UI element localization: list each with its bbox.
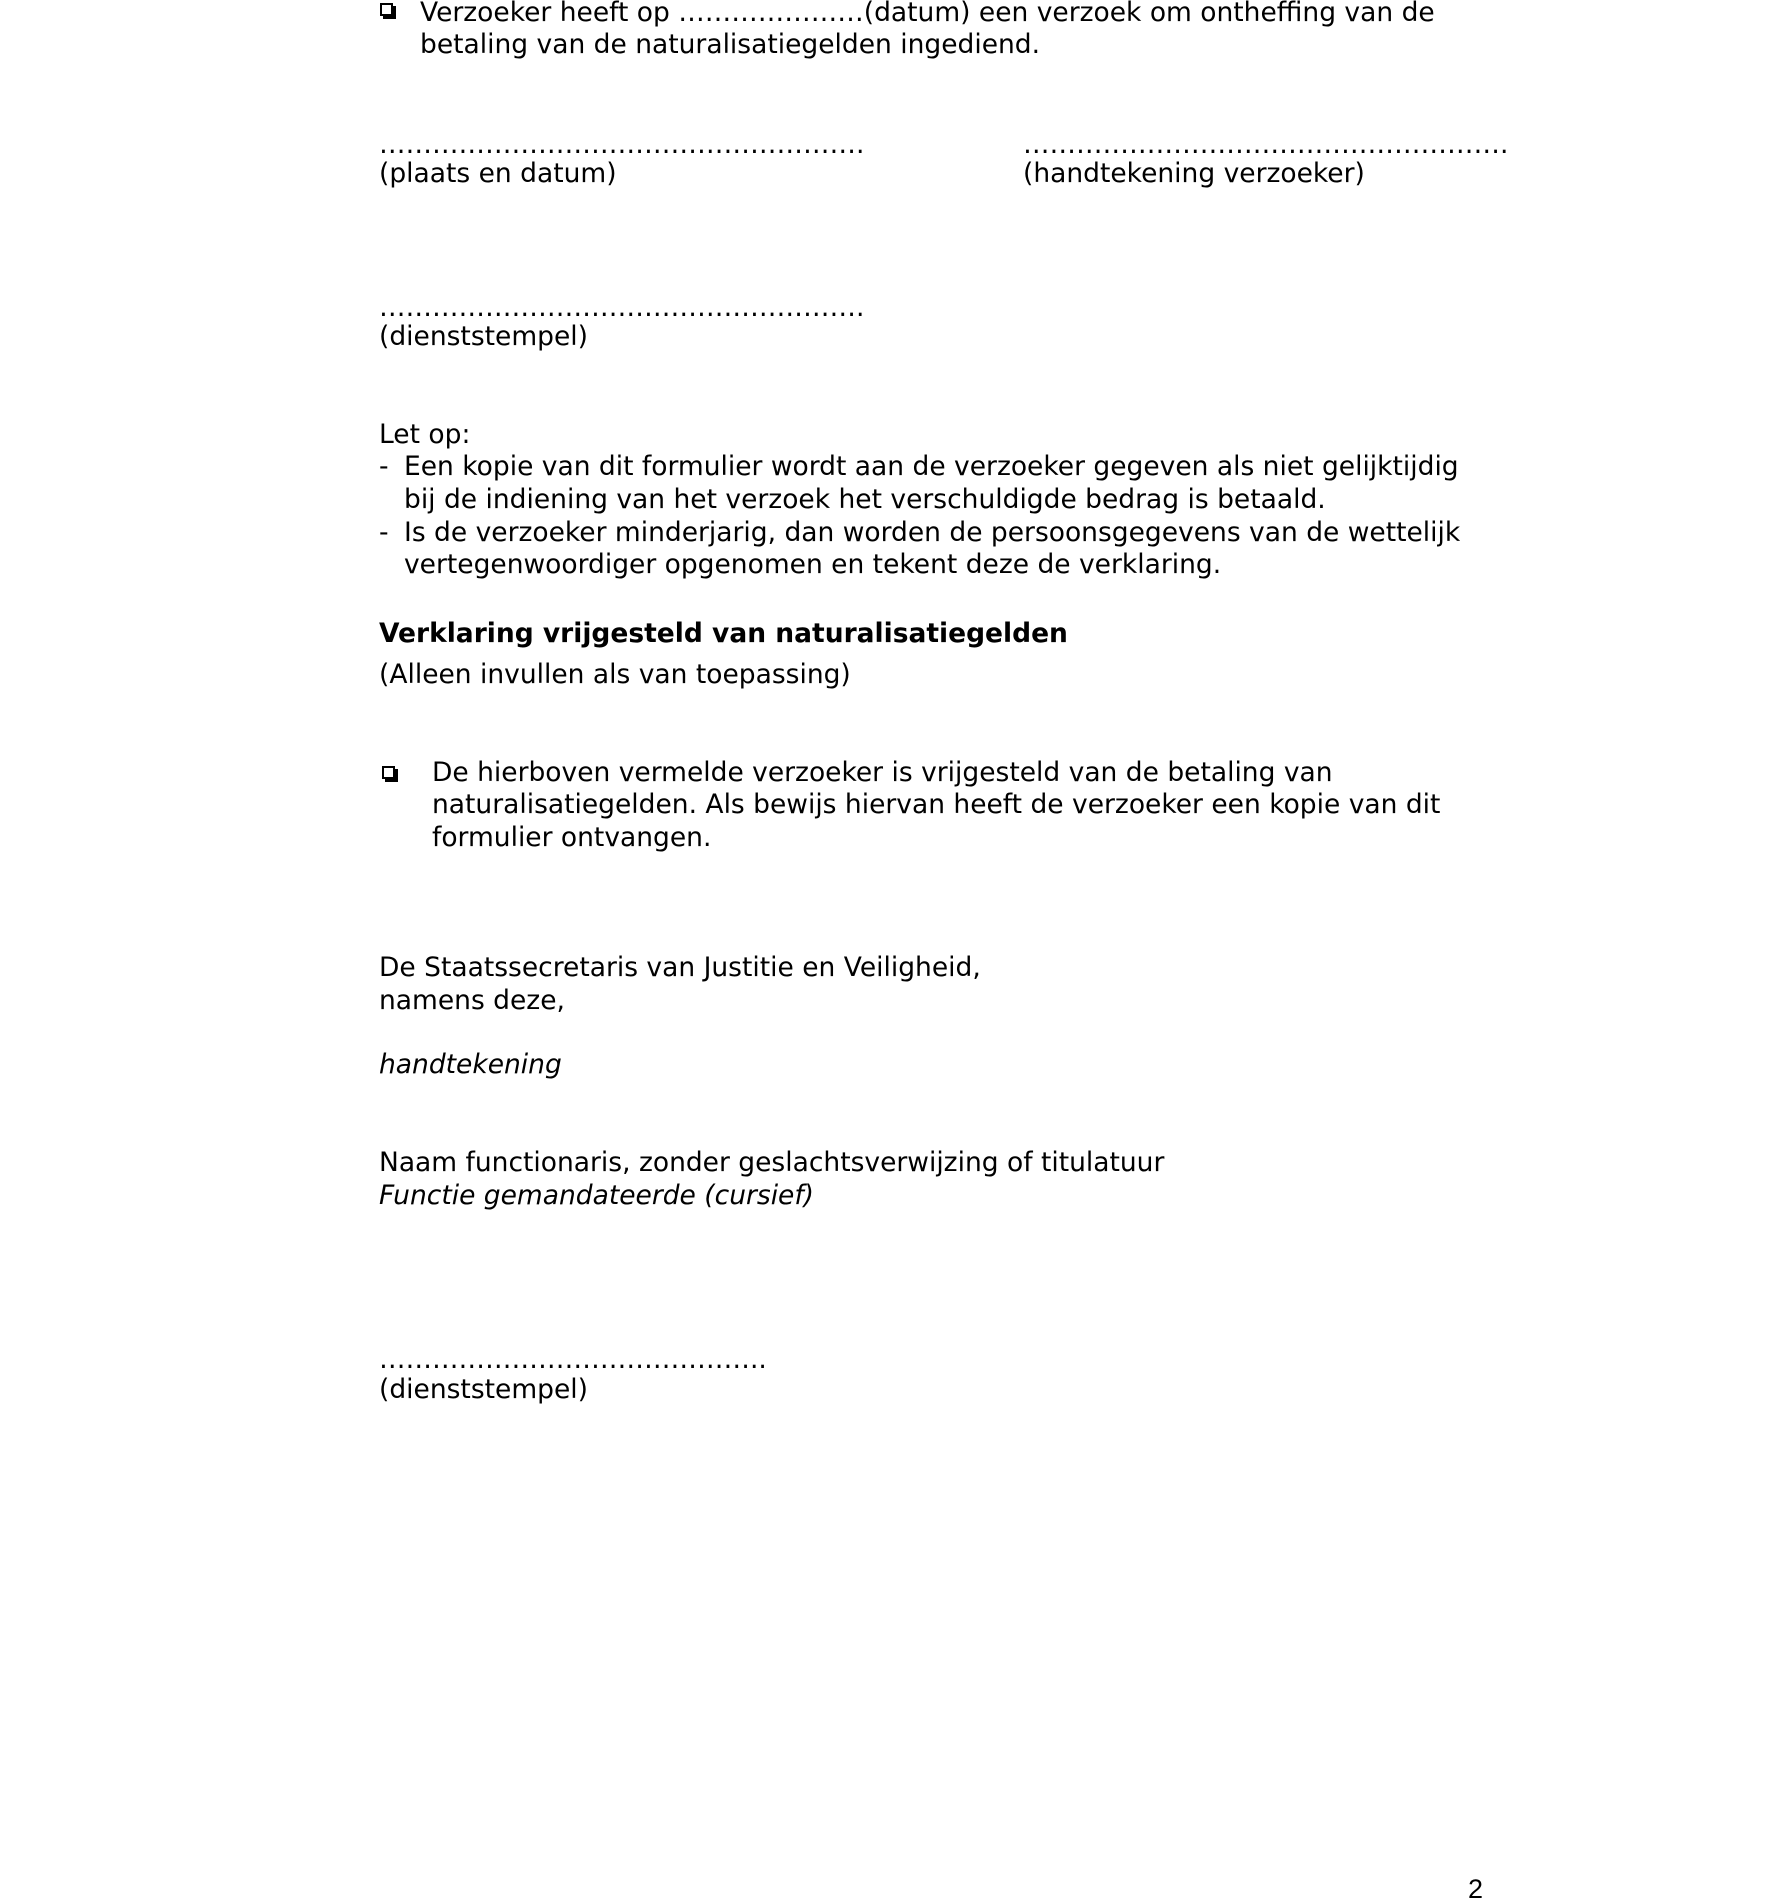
note-item-2-line-2: vertegenwoordiger opgenomen en tekent deze de verklaring. [404,549,1222,580]
applicant-signature-field[interactable]: ………………………………………………. [1023,129,1509,160]
note-heading: Let op: [379,419,471,450]
note-item-1-line-2: bij de indiening van het verzoek het verschuldigde bedrag is betaald. [404,484,1326,515]
note-item-1-dash: - [379,451,389,482]
declaration-line-1: De hierboven vermelde verzoeker is vrijgesteld van de betaling van [432,757,1333,788]
note-item-2-line-1: Is de verzoeker minderjarig, dan worden de persoonsgegevens van de wettelijk [404,517,1461,548]
page-number: 2 [1468,1874,1484,1904]
applicant-signature-label: (handtekening verzoeker) [1023,158,1365,189]
official-function: Functie gemandateerde (cursief) [379,1180,815,1211]
service-stamp-label-2: (dienststempel) [379,1374,588,1405]
declaration-line-3: formulier ontvangen. [432,822,712,853]
checkbox-exemption-request[interactable] [380,3,393,16]
note-item-2-dash: - [379,517,389,548]
checkbox-exemption-declaration[interactable] [382,766,395,779]
declaration-subtitle: (Alleen invullen als van toepassing) [379,659,851,690]
authority-line-1: De Staatssecretaris van Justitie en Veiligheid, [379,952,981,983]
service-stamp-field[interactable]: ………………………………………………. [379,292,865,323]
request-line-2: betaling van de naturalisatiegelden ingediend. [420,29,1041,60]
note-item-1-line-1: Een kopie van dit formulier wordt aan de verzoeker gegeven als niet gelijktijdig [404,451,1459,482]
place-date-field[interactable]: ………………………………………………. [379,129,865,160]
service-stamp-label: (dienststempel) [379,321,588,352]
declaration-line-2: naturalisatiegelden. Als bewijs hiervan heeft de verzoeker een kopie van dit [432,789,1441,820]
authority-signature: handtekening [379,1049,562,1080]
official-name: Naam functionaris, zonder geslachtsverwijzing of titulatuur [379,1147,1165,1178]
declaration-title: Verklaring vrijgesteld van naturalisatiegelden [379,618,1068,649]
place-date-label: (plaats en datum) [379,158,617,189]
request-line-1: Verzoeker heeft op …………………(datum) een verzoek om ontheffing van de [420,0,1435,28]
service-stamp-field-2[interactable]: …………………………………….. [379,1344,767,1375]
authority-line-2: namens deze, [379,985,565,1016]
